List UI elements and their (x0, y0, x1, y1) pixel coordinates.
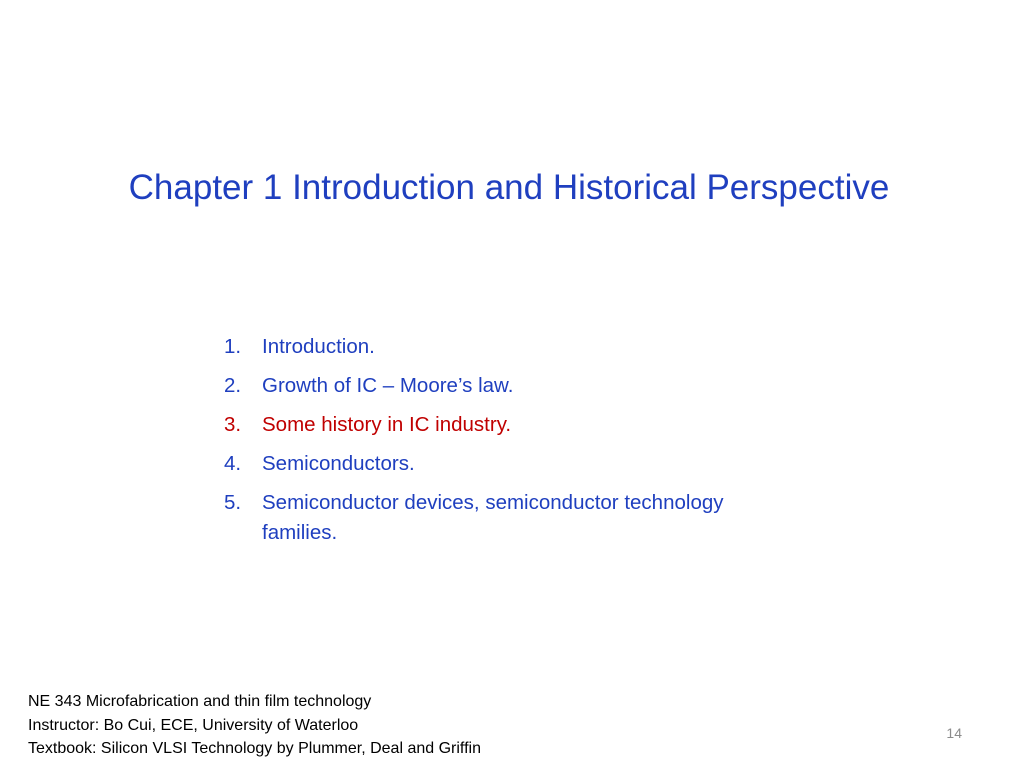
agenda-item-text: Semiconductor devices, semiconductor technology families. (262, 491, 724, 544)
agenda-item-2 (224, 371, 824, 401)
slide-title: Chapter 1 Introduction and Historical Perspective (128, 168, 890, 207)
agenda-list (224, 332, 824, 557)
agenda-item-4 (224, 449, 824, 479)
agenda-item-text: Semiconductors. (262, 452, 415, 475)
course-footer (28, 690, 481, 761)
agenda-item-text: Some history in IC industry. (262, 413, 512, 436)
agenda-item-number: 3. (224, 413, 242, 436)
agenda-item-number: 4. (224, 452, 242, 475)
agenda-item-number: 5. (224, 491, 242, 514)
agenda-item-number: 1. (224, 335, 242, 358)
footer-textbook: Textbook: Silicon VLSI Technology by Plummer, Deal and Griffin (28, 740, 481, 757)
agenda-item-text: Growth of IC – Moore’s law. (262, 374, 514, 397)
footer-instructor: Instructor: Bo Cui, ECE, University of Waterloo (28, 716, 359, 734)
footer-course-name: NE 343 Microfabrication and thin film technology (28, 693, 372, 710)
agenda-item-number: 2. (224, 374, 242, 397)
agenda-item-1 (224, 332, 824, 362)
agenda-item-text: Introduction. (262, 335, 375, 358)
agenda-item-3-current (224, 410, 824, 440)
page-number: 14 (946, 725, 962, 741)
agenda-item-5 (224, 488, 824, 548)
